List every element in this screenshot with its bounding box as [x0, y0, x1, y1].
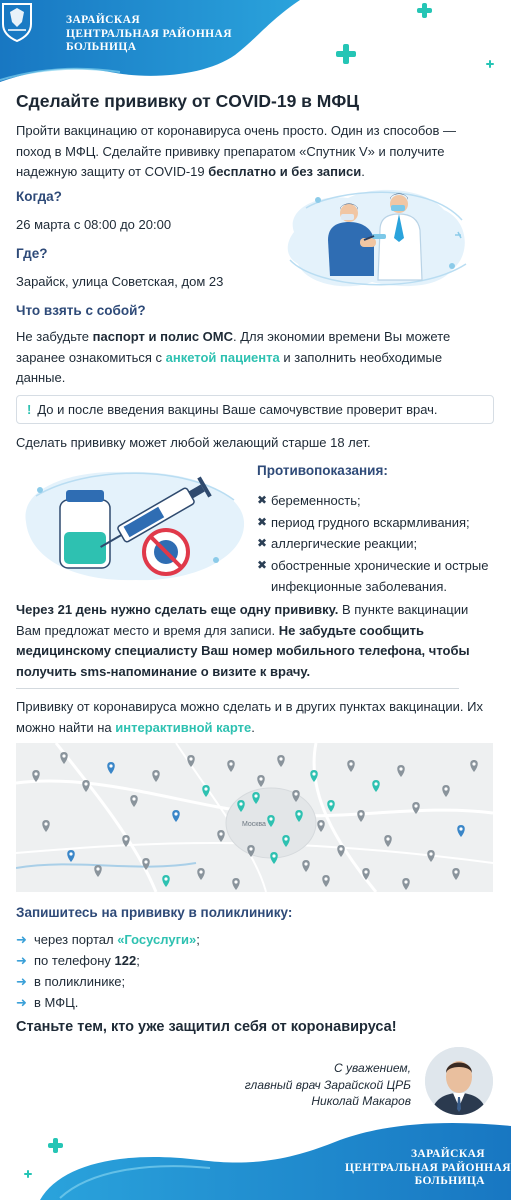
list-item [257, 555, 497, 598]
signup-item-1-post: ; [196, 932, 200, 947]
signup-item-1-pre: через портал [34, 932, 118, 947]
vaccination-illustration [276, 180, 476, 295]
footer-name-line3: БОЛЬНИЦА [414, 1175, 485, 1187]
medical-cross-icon [48, 1138, 63, 1153]
map-pin-icon[interactable] [327, 800, 335, 812]
map-pin-icon[interactable] [277, 755, 285, 767]
map-pin-icon[interactable] [187, 755, 195, 767]
second-dose-bold-2: Не забудьте сообщить медицинскому специалисту Ваш номер мобильного телефона, чтобы получить sms-напоминание о визите к врачу. [16, 622, 470, 679]
map-pin-icon[interactable] [130, 795, 138, 807]
medical-cross-icon [486, 60, 494, 68]
map-pin-icon[interactable] [67, 850, 75, 862]
map-pin-icon[interactable] [452, 868, 460, 880]
vaccination-points-map[interactable] [16, 743, 493, 892]
second-dose-text: В пункте вакцинации Вам предложат место и время для записи. [16, 602, 469, 638]
hospital-name [66, 14, 232, 55]
other-points-paragraph [16, 697, 494, 738]
map-pin-icon[interactable] [227, 760, 235, 772]
arrow-right-icon: ➜ [16, 974, 27, 989]
map-pin-icon[interactable] [372, 780, 380, 792]
signature-line-3: Николай Макаров [311, 1094, 411, 1108]
map-pin-icon[interactable] [152, 770, 160, 782]
interactive-map-link[interactable]: интерактивной карте [115, 719, 252, 735]
map-pin-icon[interactable] [60, 752, 68, 764]
signup-item-2-post: ; [136, 953, 140, 968]
cross-mark-icon: ✖ [257, 514, 268, 529]
contraindications-heading: Противопоказания: [257, 463, 388, 478]
avatar [425, 1047, 493, 1115]
cross-mark-icon: ✖ [257, 493, 268, 507]
arrow-right-icon: ➜ [16, 953, 27, 968]
map-city-label: Москва [242, 821, 266, 828]
exclamation-icon: ! [27, 402, 32, 417]
map-pin-icon[interactable] [357, 810, 365, 822]
map-pin-icon[interactable] [162, 875, 170, 887]
contra-item-3: аллергические реакции; [271, 536, 418, 551]
hospital-name-line1: ЗАРАЙСКАЯ [66, 14, 141, 26]
list-item [16, 992, 316, 1013]
list-item [16, 929, 316, 950]
bring-paragraph [16, 327, 486, 389]
signup-item-4: в МФЦ. [34, 995, 79, 1010]
map-pin-icon[interactable] [322, 875, 330, 887]
list-item [16, 950, 316, 971]
bring-heading: Что взять с собой? [16, 303, 146, 318]
map-pin-icon[interactable] [317, 820, 325, 832]
footer-hospital-name [345, 1148, 511, 1189]
arrow-right-icon: ➜ [16, 932, 27, 947]
list-item [16, 971, 316, 992]
bring-text-1: Не забудьте [16, 329, 93, 344]
second-dose-bold-1: Через 21 день нужно сделать еще одну прививку. [16, 602, 339, 617]
map-pin-icon[interactable] [347, 760, 355, 772]
map-pin-icon[interactable] [397, 765, 405, 777]
map-pin-icon[interactable] [337, 845, 345, 857]
signup-item-2-pre: по телефону [34, 953, 115, 968]
footer-name-line1: ЗАРАЙСКАЯ [410, 1148, 485, 1160]
map-pin-icon[interactable] [427, 850, 435, 862]
map-pin-icon[interactable] [270, 852, 278, 864]
notice-text: До и после введения вакцины Ваше самочувствие проверит врач. [37, 402, 438, 417]
bring-text-3: и заполнить необходимые данные. [16, 349, 443, 385]
divider [16, 688, 459, 689]
where-text: Зарайск, улица Советская, дом 23 [16, 274, 224, 289]
where-heading: Где? [16, 246, 48, 261]
signup-heading: Запишитесь на прививку в поликлинику: [16, 905, 293, 920]
map-canvas [16, 743, 493, 892]
contra-item-4: обостренные хронические и острые инфекционные заболевания. [271, 557, 489, 594]
patient-form-link[interactable]: анкетой пациента [165, 349, 280, 365]
coat-of-arms-icon [0, 0, 34, 42]
second-dose-paragraph [16, 600, 476, 682]
list-item [257, 533, 497, 555]
page-title: Сделайте прививку от COVID-19 в МФЦ [16, 91, 360, 111]
map-pin-icon[interactable] [442, 785, 450, 797]
map-pin-icon[interactable] [172, 810, 180, 822]
intro-paragraph [16, 121, 476, 183]
footer-name-line2: ЦЕНТРАЛЬНАЯ РАЙОННАЯ [345, 1161, 511, 1174]
map-pin-icon[interactable] [402, 878, 410, 890]
arrow-right-icon: ➜ [16, 995, 27, 1010]
intro-text: Пройти вакцинацию от коронавируса очень просто. Один из способов — поход в МФЦ. Сделайте прививку препаратом «Спутник V» и получите надежную защиту от COVID-19 [16, 123, 457, 179]
map-pin-icon[interactable] [202, 785, 210, 797]
when-heading: Когда? [16, 189, 62, 204]
map-pin-icon[interactable] [457, 825, 465, 837]
contra-item-1: беременность; [271, 493, 361, 508]
other-text-1: Прививку от коронавируса можно сделать и в других пунктах вакцинации. Их можно найти на [16, 699, 483, 735]
signup-options-list [16, 929, 316, 1013]
when-text: 26 марта с 08:00 до 20:00 [16, 217, 172, 232]
contra-item-2: период грудного вскармливания; [271, 514, 470, 530]
signature-block [245, 1060, 411, 1110]
map-pin-icon[interactable] [197, 868, 205, 880]
doctor-check-notice [16, 395, 494, 424]
map-pin-icon[interactable] [107, 762, 115, 774]
gosuslugi-link[interactable]: «Госуслуги» [117, 932, 197, 947]
map-pin-icon[interactable] [42, 820, 50, 832]
hospital-name-line3: БОЛЬНИЦА [66, 41, 137, 53]
medical-cross-icon [336, 44, 356, 64]
intro-end: . [361, 164, 365, 179]
list-item [257, 512, 497, 534]
map-pin-icon[interactable] [470, 760, 478, 772]
signature-line-1: С уважением, [334, 1061, 411, 1075]
map-pin-icon[interactable] [257, 775, 265, 787]
doctor-portrait [425, 1047, 493, 1115]
cross-mark-icon: ✖ [257, 536, 268, 550]
map-pin-icon[interactable] [302, 860, 310, 872]
hospital-name-line2: ЦЕНТРАЛЬНАЯ РАЙОННАЯ [66, 27, 232, 40]
other-text-2: . [251, 719, 255, 735]
intro-bold: бесплатно и без записи [208, 164, 362, 179]
syringe-vaccine-illustration [16, 460, 248, 590]
map-pin-icon[interactable] [94, 865, 102, 877]
slogan: Станьте тем, кто уже защитил себя от коронавируса! [16, 1019, 397, 1035]
medical-cross-icon [417, 3, 432, 18]
medical-cross-icon [24, 1170, 32, 1178]
bring-bold: паспорт и полис ОМС [92, 329, 234, 344]
phone-number: 122 [114, 953, 137, 968]
contraindications-list [257, 490, 497, 598]
map-pin-icon[interactable] [384, 835, 392, 847]
list-item [257, 490, 497, 512]
header-banner [0, 0, 511, 86]
map-pin-icon[interactable] [82, 780, 90, 792]
bring-text-2: . Для экономии времени Вы можете заранее ознакомиться с [16, 329, 451, 365]
age-text: Сделать прививку может любой желающий старше 18 лет. [16, 435, 371, 450]
signature-line-2: главный врач Зарайской ЦРБ [244, 1077, 411, 1092]
cross-mark-icon: ✖ [257, 557, 268, 572]
map-pin-icon[interactable] [232, 878, 240, 890]
map-pin-icon[interactable] [217, 830, 225, 842]
signup-item-3: в поликлинике; [34, 974, 126, 989]
